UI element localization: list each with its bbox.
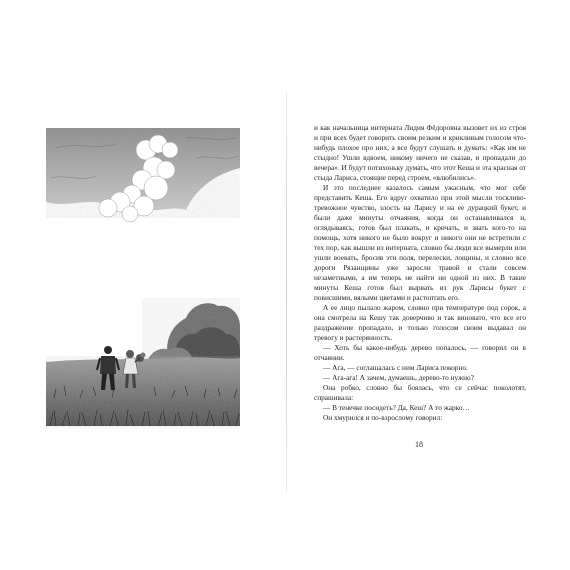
paragraph: — Ага-ага! А зачем, думаешь, дерево-то нужно? <box>323 373 474 382</box>
page-text <box>314 123 526 423</box>
field <box>46 356 240 428</box>
illustration <box>46 128 240 428</box>
paragraph: Она робко, словно бы боялась, что се сейчас поколотят, спрашивала: <box>314 383 526 402</box>
paragraph: — Ага, — соглашалась с ним Лариса покорно. <box>323 363 468 372</box>
paragraph: и как начальница интерната Лидия Фёдоровна вызовет их из строя и при всех будет говорить своим резким и крикливым голосом что-нибудь плохое про них, а все будут слушать и думать: «Как им не стыдно! Ушли вдвоем, никому ничего не сказав, и пропадали до вечера». И будут потихоньку думать, что этот Кеша и эта красная от стыда Лариса, стоящие перед строем, «влюбились». <box>314 123 526 182</box>
paragraph: Он хмурился и по-взрослому говорил: <box>323 413 443 422</box>
page-number: 18 <box>415 440 423 449</box>
paragraph: А ее лицо пылало жаром, словно при температуре под сорок, а она смотрела на Кешу так доверчиво и так виновато, что все его раздражение пропадало, и только голосом своим выдавал он тревогу и растерянность. <box>314 303 526 342</box>
paragraph: И это последнее казалось самым ужасным, что мог себе представить Кеша. Его вдруг охватило при этой мысли тоскливо-тревожное чувство, злость на Ларису и на ее дурацкий букет, и были даже минуты отчаяния, когда он останавливался и, оглядываясь, готов был плакать, и кричать, и звать кого-то на помощь, хотя никого не было вокруг и никого они не встретили с тех пор, как вышли из интерната, словно бы люди все вымерли или ушли воевать, бросив эти поля, перелески, лощины, и словно все дороги Рязанщины уже заросли травой и стали совсем незаметными, а им теперь не найти ни одной из них. В такие минуты Кеша готов был вырвать из рук Ларисы букет с повисшими, вялыми цветами и растоптать его. <box>314 183 526 302</box>
page-fold <box>286 92 287 492</box>
paragraph: — Хоть бы какое-нибудь дерево попалось, — говорил он в отчаянии. <box>314 343 526 362</box>
paragraph: — В тенечке посидеть? Да, Кеш? А то жарко… <box>323 403 470 412</box>
sky-with-clouds <box>46 128 240 222</box>
